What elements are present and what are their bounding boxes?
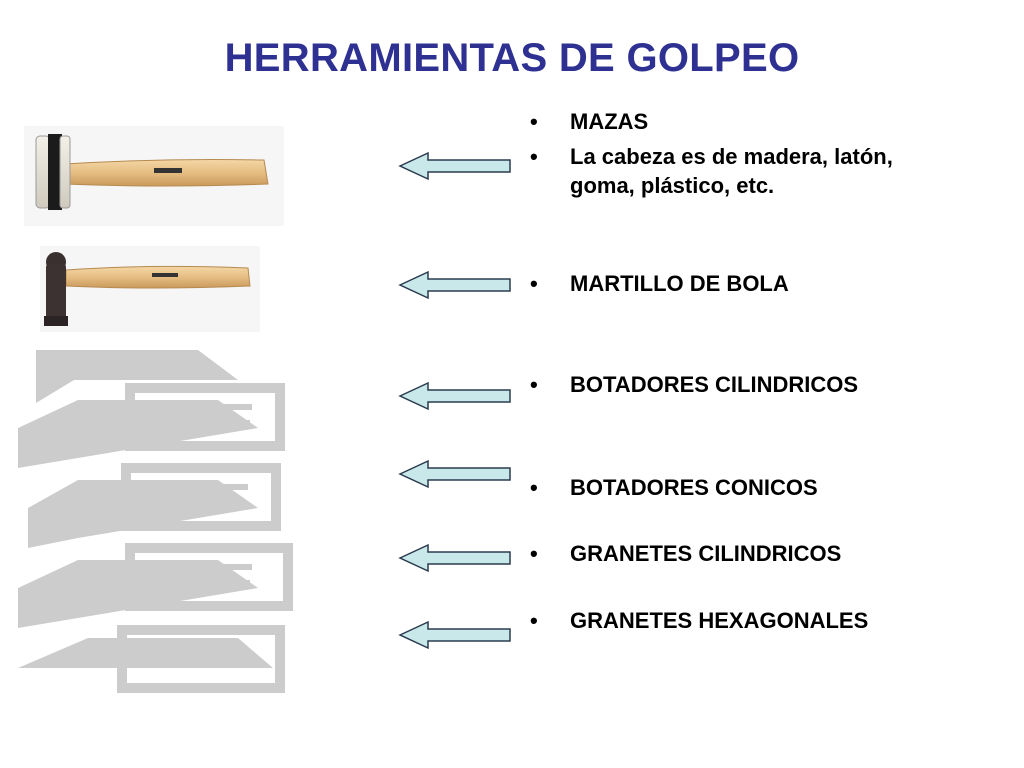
bullet-text: La cabeza es de madera, latón, goma, plástico, etc.	[570, 144, 893, 198]
bullet-text: BOTADORES CILINDRICOS	[570, 372, 859, 397]
left-arrow-icon	[398, 543, 514, 573]
ball-pein-hammer-photo	[40, 246, 260, 337]
left-arrow-icon	[398, 459, 514, 489]
bullet-granetes-hexagonales	[530, 606, 950, 635]
bullet-marker: •	[530, 541, 538, 566]
bullet-mazas-description	[530, 142, 950, 200]
left-arrow-icon	[398, 270, 514, 300]
mallet-photo	[24, 126, 284, 231]
bullet-text: GRANETES HEXAGONALES	[570, 608, 869, 633]
bullet-botadores-conicos	[530, 473, 950, 502]
bullet-marker: •	[530, 608, 538, 633]
bullet-granetes-cilindricos	[530, 539, 950, 568]
left-arrow-icon	[398, 620, 514, 650]
bullet-text: GRANETES CILINDRICOS	[570, 541, 842, 566]
document-stack-graphic	[18, 348, 298, 705]
slide-title: HERRAMIENTAS DE GOLPEO	[224, 36, 800, 80]
bullet-marker: •	[530, 271, 538, 296]
bullet-mazas	[530, 107, 950, 136]
left-arrow-icon	[398, 381, 514, 411]
bullet-martillo-de-bola	[530, 269, 950, 298]
left-arrow-icon	[398, 151, 514, 181]
bullet-text: MAZAS	[570, 109, 649, 134]
bullet-marker: •	[530, 144, 538, 169]
bullet-marker: •	[530, 475, 538, 500]
bullet-marker: •	[530, 372, 538, 397]
bullet-marker: •	[530, 109, 538, 134]
bullet-botadores-cilindricos	[530, 370, 950, 399]
bullet-text: BOTADORES CONICOS	[570, 475, 818, 500]
bullet-text: MARTILLO DE BOLA	[570, 271, 789, 296]
